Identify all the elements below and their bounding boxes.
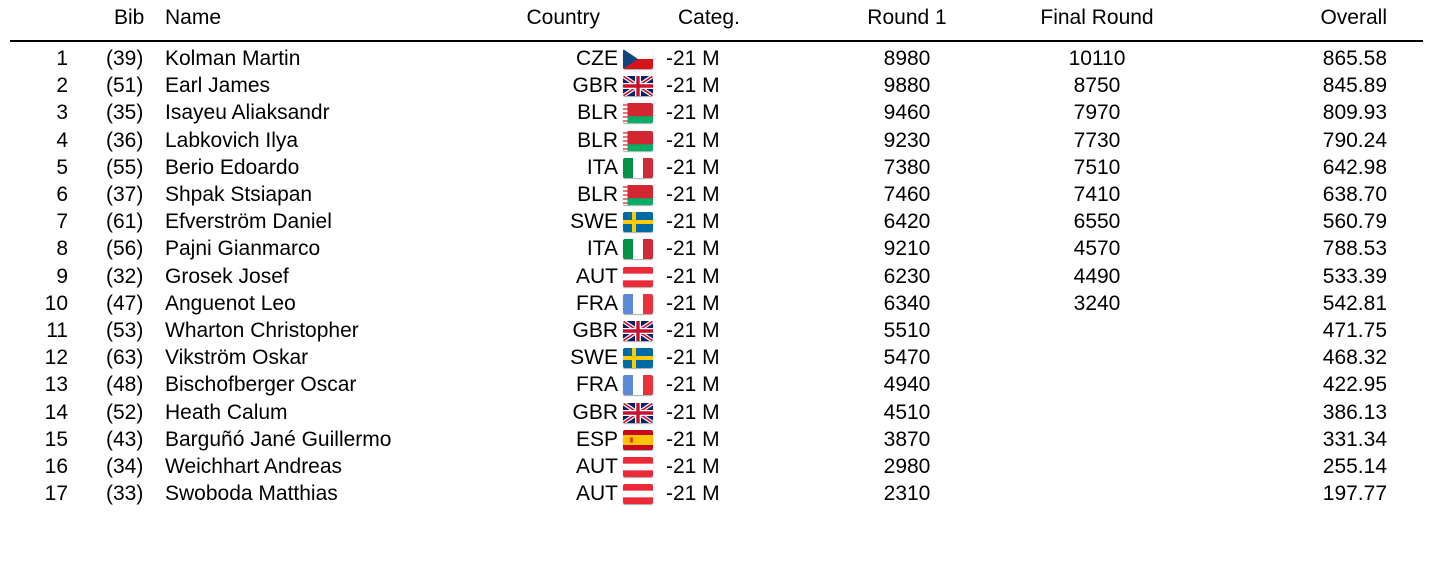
gbr-flag-icon — [623, 321, 653, 341]
category-cell: -21 M — [666, 482, 720, 506]
blr-flag-icon — [623, 185, 653, 205]
table-row — [0, 481, 1435, 507]
ita-flag-icon — [623, 158, 653, 178]
bib-cell: (48) — [106, 373, 144, 397]
category-cell: -21 M — [666, 264, 720, 288]
round1-cell: 7460 — [883, 183, 931, 206]
final-round-cell: 10110 — [1068, 47, 1126, 70]
country-cell: AUT — [576, 455, 618, 478]
name-cell: Wharton Christopher — [165, 319, 359, 342]
bib-cell: (47) — [106, 291, 144, 315]
name-cell: Kolman Martin — [165, 47, 301, 70]
round1-cell: 9460 — [883, 101, 931, 125]
overall-cell: 788.53 — [1322, 237, 1387, 261]
category-cell: -21 M — [666, 47, 720, 70]
bib-cell: (63) — [106, 346, 144, 370]
bib-cell: (56) — [106, 237, 144, 261]
header-country: Country — [526, 6, 600, 29]
bib-cell: (34) — [106, 455, 144, 478]
header-final-round: Final Round — [1040, 6, 1154, 29]
header-categ: Categ. — [678, 6, 740, 29]
country-cell: FRA — [576, 373, 618, 397]
name-cell: Isayeu Aliaksandr — [165, 101, 330, 125]
swe-flag-icon — [623, 212, 653, 232]
overall-cell: 386.13 — [1322, 400, 1387, 424]
round1-cell: 9210 — [883, 237, 931, 261]
header-name: Name — [165, 6, 222, 29]
swe-flag-icon — [623, 348, 653, 368]
bib-cell: (53) — [106, 319, 144, 342]
overall-cell: 642.98 — [1322, 155, 1387, 179]
table-row — [0, 372, 1435, 398]
round1-cell: 6420 — [883, 210, 931, 234]
header-bib: Bib — [114, 6, 145, 29]
country-cell: ITA — [586, 155, 618, 179]
rank-cell: 1 — [56, 47, 68, 70]
rank-cell: 3 — [56, 101, 68, 125]
country-cell: CZE — [576, 47, 618, 70]
table-row — [0, 345, 1435, 371]
aut-flag-icon — [623, 457, 653, 477]
table-row — [0, 209, 1435, 235]
gbr-flag-icon — [623, 403, 653, 423]
category-cell: -21 M — [666, 346, 720, 370]
round1-cell: 2980 — [883, 455, 931, 478]
bib-cell: (33) — [106, 482, 144, 506]
round1-cell: 6230 — [883, 264, 931, 288]
category-cell: -21 M — [666, 128, 720, 152]
country-cell: GBR — [572, 400, 618, 424]
rank-cell: 7 — [56, 210, 68, 234]
final-round-cell: 3240 — [1073, 291, 1121, 315]
round1-cell: 4940 — [883, 373, 931, 397]
overall-cell: 809.93 — [1322, 101, 1387, 125]
bib-cell: (36) — [106, 128, 144, 152]
country-cell: AUT — [576, 482, 618, 506]
header-divider — [10, 40, 1423, 42]
country-cell: ESP — [575, 427, 618, 451]
esp-flag-icon — [623, 430, 653, 450]
name-cell: Earl James — [165, 74, 271, 98]
rank-cell: 17 — [44, 482, 68, 506]
rank-cell: 9 — [56, 264, 68, 288]
country-cell: BLR — [577, 183, 618, 206]
round1-cell: 5510 — [883, 319, 931, 342]
header-round1: Round 1 — [867, 6, 947, 29]
country-cell: SWE — [570, 210, 618, 234]
table-row — [0, 182, 1435, 208]
final-round-cell: 4570 — [1073, 237, 1121, 261]
category-cell: -21 M — [666, 183, 720, 206]
category-cell: -21 M — [666, 400, 720, 424]
final-round-cell: 7970 — [1073, 101, 1121, 125]
country-cell: FRA — [576, 291, 618, 315]
category-cell: -21 M — [666, 319, 720, 342]
overall-cell: 560.79 — [1322, 210, 1387, 234]
rank-cell: 10 — [44, 291, 68, 315]
final-round-cell: 7730 — [1073, 128, 1121, 152]
table-row — [0, 400, 1435, 426]
bib-cell: (39) — [106, 47, 144, 70]
overall-cell: 255.14 — [1322, 455, 1387, 478]
overall-cell: 790.24 — [1322, 128, 1387, 152]
name-cell: Barguñó Jané Guillermo — [165, 427, 392, 451]
country-cell: AUT — [576, 264, 618, 288]
table-row — [0, 454, 1435, 480]
round1-cell: 4510 — [883, 400, 931, 424]
name-cell: Heath Calum — [165, 400, 288, 424]
category-cell: -21 M — [666, 373, 720, 397]
rank-cell: 16 — [44, 455, 68, 478]
table-row — [0, 236, 1435, 262]
table-row — [0, 291, 1435, 317]
rank-cell: 8 — [56, 237, 68, 261]
fra-flag-icon — [623, 294, 653, 314]
bib-cell: (52) — [106, 400, 144, 424]
rank-cell: 4 — [56, 128, 68, 152]
overall-cell: 638.70 — [1322, 183, 1387, 206]
aut-flag-icon — [623, 484, 653, 504]
name-cell: Bischofberger Oscar — [165, 373, 357, 397]
rank-cell: 2 — [56, 74, 68, 98]
blr-flag-icon — [623, 131, 653, 151]
rank-cell: 14 — [44, 400, 68, 424]
country-cell: BLR — [577, 128, 618, 152]
results-header — [0, 5, 1435, 31]
table-row — [0, 264, 1435, 290]
bib-cell: (55) — [106, 155, 144, 179]
table-row — [0, 318, 1435, 344]
table-row — [0, 128, 1435, 154]
ita-flag-icon — [623, 239, 653, 259]
category-cell: -21 M — [666, 155, 720, 179]
rank-cell: 13 — [44, 373, 68, 397]
name-cell: Grosek Josef — [165, 264, 289, 288]
category-cell: -21 M — [666, 210, 720, 234]
rank-cell: 11 — [46, 319, 68, 342]
overall-cell: 422.95 — [1322, 373, 1387, 397]
name-cell: Vikström Oskar — [165, 346, 309, 370]
overall-cell: 331.34 — [1322, 427, 1387, 451]
round1-cell: 9880 — [883, 74, 931, 98]
overall-cell: 865.58 — [1322, 47, 1387, 70]
name-cell: Swoboda Matthias — [165, 482, 338, 506]
round1-cell: 3870 — [883, 427, 931, 451]
overall-cell: 533.39 — [1322, 264, 1387, 288]
overall-cell: 542.81 — [1322, 291, 1387, 315]
round1-cell: 6340 — [883, 291, 931, 315]
round1-cell: 9230 — [883, 128, 931, 152]
category-cell: -21 M — [666, 101, 720, 125]
final-round-cell: 7410 — [1073, 183, 1121, 206]
aut-flag-icon — [623, 267, 653, 287]
country-cell: BLR — [577, 101, 618, 125]
fra-flag-icon — [623, 375, 653, 395]
table-row — [0, 46, 1435, 72]
country-cell: GBR — [572, 74, 618, 98]
gbr-flag-icon — [623, 76, 653, 96]
table-row — [0, 73, 1435, 99]
header-overall: Overall — [1320, 6, 1387, 29]
overall-cell: 471.75 — [1322, 319, 1387, 342]
category-cell: -21 M — [666, 291, 720, 315]
overall-cell: 468.32 — [1322, 346, 1387, 370]
name-cell: Efverström Daniel — [165, 210, 332, 234]
rank-cell: 5 — [56, 155, 68, 179]
blr-flag-icon — [623, 103, 653, 123]
overall-cell: 197.77 — [1322, 482, 1387, 506]
name-cell: Pajni Gianmarco — [165, 237, 321, 261]
final-round-cell: 8750 — [1073, 74, 1121, 98]
bib-cell: (35) — [106, 101, 144, 125]
final-round-cell: 4490 — [1073, 264, 1121, 288]
final-round-cell: 7510 — [1073, 155, 1121, 179]
name-cell: Labkovich Ilya — [165, 128, 299, 152]
category-cell: -21 M — [666, 427, 720, 451]
name-cell: Anguenot Leo — [165, 291, 296, 315]
name-cell: Weichhart Andreas — [165, 455, 343, 478]
name-cell: Berio Edoardo — [165, 155, 300, 179]
round1-cell: 5470 — [883, 346, 931, 370]
bib-cell: (61) — [106, 210, 144, 234]
bib-cell: (43) — [106, 427, 144, 451]
category-cell: -21 M — [666, 455, 720, 478]
category-cell: -21 M — [666, 237, 720, 261]
cze-flag-icon — [623, 49, 653, 69]
round1-cell: 7380 — [883, 155, 931, 179]
overall-cell: 845.89 — [1322, 74, 1387, 98]
country-cell: GBR — [572, 319, 618, 342]
country-cell: ITA — [586, 237, 618, 261]
table-row — [0, 155, 1435, 181]
bib-cell: (37) — [106, 183, 144, 206]
round1-cell: 2310 — [883, 482, 931, 506]
bib-cell: (51) — [106, 74, 144, 98]
bib-cell: (32) — [106, 264, 144, 288]
category-cell: -21 M — [666, 74, 720, 98]
table-row — [0, 100, 1435, 126]
round1-cell: 8980 — [883, 47, 931, 70]
country-cell: SWE — [570, 346, 618, 370]
table-row — [0, 427, 1435, 453]
rank-cell: 6 — [56, 183, 68, 206]
final-round-cell: 6550 — [1073, 210, 1121, 234]
rank-cell: 15 — [44, 427, 68, 451]
name-cell: Shpak Stsiapan — [165, 183, 313, 206]
rank-cell: 12 — [44, 346, 68, 370]
